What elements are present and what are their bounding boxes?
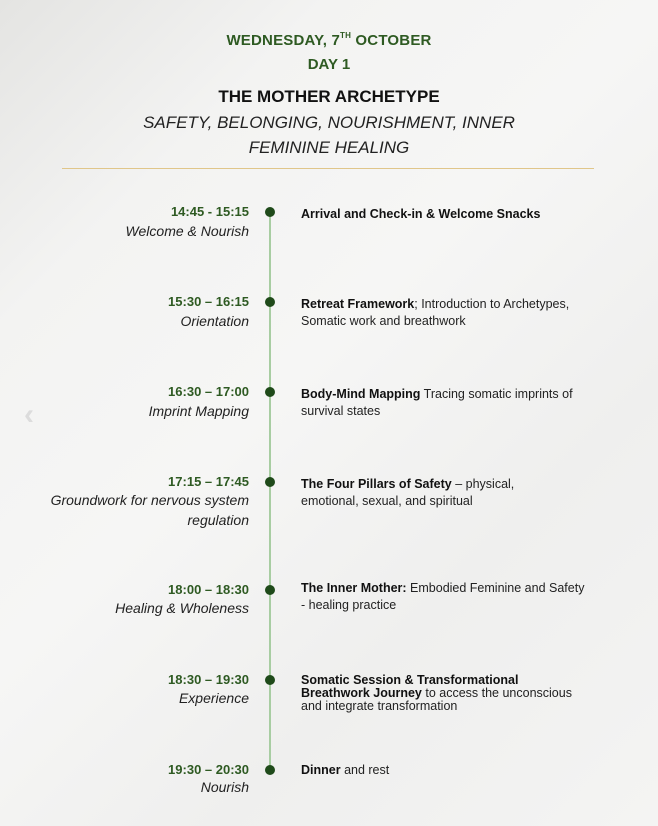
session-time: 14:45 - 15:15 (170, 204, 249, 219)
session-title: The Four Pillars of Safety (301, 477, 452, 491)
day-heading: DAY 1 (307, 56, 351, 73)
session-title: Body-Mind Mapping (301, 387, 421, 401)
session-description (301, 762, 601, 779)
session-detail: ; Introduction to Archetypes, Somatic work and breathwork (301, 297, 570, 328)
session-title: Somatic Session & Transformational Breathwork Journey (301, 673, 519, 700)
session-label: Healing & Wholeness (115, 600, 249, 616)
session-time: 19:30 – 20:30 (168, 762, 249, 777)
timeline-dot (265, 477, 275, 487)
session-title: Retreat Framework (301, 297, 415, 311)
header-divider (62, 168, 594, 169)
timeline-dot (265, 765, 275, 775)
session-detail: and rest (340, 763, 390, 777)
session-label: Imprint Mapping (148, 403, 249, 419)
session-description (301, 674, 576, 713)
session-label: Nourish (200, 779, 249, 795)
session-time: 18:00 – 18:30 (168, 582, 249, 597)
session-description (301, 580, 586, 614)
timeline-dot (265, 675, 275, 685)
session-title: Dinner (301, 763, 341, 777)
timeline-dot (265, 387, 275, 397)
session-title: The Inner Mother: (301, 581, 407, 595)
session-time: 16:30 – 17:00 (168, 384, 249, 399)
page-subtitle: SAFETY, BELONGING, NOURISHMENT, INNER FEMININE HEALING (143, 113, 515, 157)
session-time: 17:15 – 17:45 (168, 474, 249, 489)
session-description (301, 206, 601, 223)
date-ordinal: TH (339, 31, 352, 40)
date-month: OCTOBER (351, 32, 432, 49)
date-heading (0, 32, 658, 49)
timeline-dot (265, 207, 275, 217)
session-label: Welcome & Nourish (125, 223, 249, 239)
session-label: Experience (178, 690, 249, 706)
session-description (301, 296, 601, 330)
session-description (301, 386, 601, 420)
session-detail: Tracing somatic imprints of survival states (301, 387, 573, 418)
timeline-dot (265, 297, 275, 307)
session-detail: to access the unconscious and integrate transformation (301, 686, 572, 713)
session-description (301, 476, 551, 510)
session-detail: Embodied Feminine and Safety - healing practice (301, 581, 585, 612)
session-time: 15:30 – 16:15 (168, 294, 249, 309)
chevron-left-icon[interactable]: ‹ (24, 398, 34, 431)
session-label: Orientation (180, 313, 249, 329)
session-label: Groundwork for nervous system regulation (50, 492, 249, 528)
session-time: 18:30 – 19:30 (168, 672, 249, 687)
session-title: Arrival and Check-in & Welcome Snacks (301, 207, 541, 221)
session-detail: – physical, emotional, sexual, and spiritual (301, 477, 515, 508)
timeline-dot (265, 585, 275, 595)
page-title: THE MOTHER ARCHETYPE (218, 87, 440, 106)
date-prefix: WEDNESDAY, 7 (226, 32, 340, 49)
